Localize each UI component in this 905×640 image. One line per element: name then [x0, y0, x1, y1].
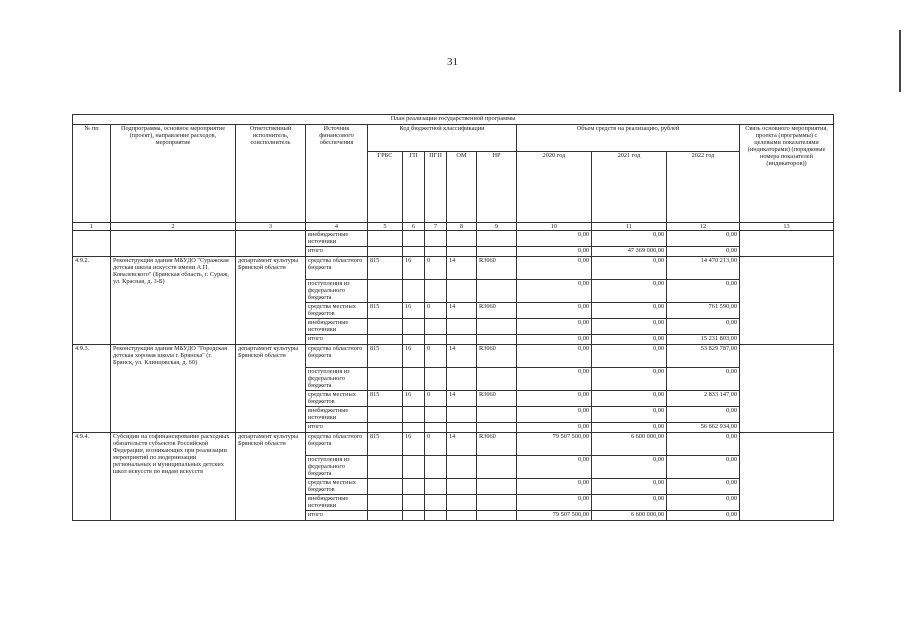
- gp-cell: 16: [403, 257, 425, 280]
- grbs-cell: [368, 479, 403, 495]
- om-cell: 14: [447, 345, 477, 368]
- col-number: 9: [477, 223, 517, 231]
- table-row: [73, 231, 834, 247]
- source-label: поступления из федерального бюджета: [306, 456, 368, 479]
- gp-cell: [403, 479, 425, 495]
- value-cell: 0,00: [667, 231, 740, 247]
- source-label: внебюджетные источники: [306, 495, 368, 511]
- col-number: 7: [425, 223, 447, 231]
- header-link: Связь основного мероприятия, проекта (программы) с целевыми показателями (индикаторами) (порядковые номера показателей (индикаторов)): [740, 125, 834, 223]
- source-label: средства местных бюджетов: [306, 391, 368, 407]
- header-volume: Объем средств на реализацию, рублей: [517, 125, 740, 152]
- value-cell: 0,00: [592, 319, 667, 335]
- col-number: 10: [517, 223, 592, 231]
- value-cell: 0,00: [592, 456, 667, 479]
- col-number: 4: [306, 223, 368, 231]
- om-cell: 14: [447, 303, 477, 319]
- header-pgp: ПГП: [425, 152, 447, 223]
- om-cell: [447, 479, 477, 495]
- value-cell: 0,00: [667, 368, 740, 391]
- source-label: средства областного бюджета: [306, 433, 368, 456]
- table-row: [73, 433, 834, 456]
- gp-cell: 16: [403, 303, 425, 319]
- value-cell: 0,00: [592, 423, 667, 433]
- source-label: средства местных бюджетов: [306, 479, 368, 495]
- value-cell: 0,00: [517, 231, 592, 247]
- header-grbs: ГРБС: [368, 152, 403, 223]
- source-label: итого: [306, 247, 368, 257]
- value-cell: 6 600 000,00: [592, 511, 667, 521]
- value-cell: 0,00: [592, 407, 667, 423]
- source-label: средства областного бюджета: [306, 257, 368, 280]
- page-number: 31: [447, 56, 458, 68]
- source-label: средства местных бюджетов: [306, 303, 368, 319]
- value-cell: 0,00: [592, 303, 667, 319]
- source-label: поступления из федерального бюджета: [306, 280, 368, 303]
- col-number: 13: [740, 223, 834, 231]
- value-cell: 0,00: [592, 257, 667, 280]
- value-cell: 0,00: [667, 495, 740, 511]
- value-cell: 0,00: [517, 456, 592, 479]
- program-plan-table: [72, 114, 834, 521]
- value-cell: 79 507 500,00: [517, 511, 592, 521]
- value-cell: 0,00: [592, 495, 667, 511]
- gp-cell: 16: [403, 345, 425, 368]
- col-number: 5: [368, 223, 403, 231]
- item-name: Реконструкция здания МБУДО "Городская детская хоровая школа г. Брянска" (г. Брянск, ул. Клинцовская, д. 60): [111, 345, 236, 433]
- grbs-cell: 815: [368, 345, 403, 368]
- col-number: 6: [403, 223, 425, 231]
- header-year-2021: 2021 год: [592, 152, 667, 223]
- pgp-cell: 0: [425, 433, 447, 456]
- value-cell: 0,00: [517, 335, 592, 345]
- source-label: итого: [306, 511, 368, 521]
- grbs-cell: 815: [368, 433, 403, 456]
- value-cell: 0,00: [517, 247, 592, 257]
- value-cell: 79 507 500,00: [517, 433, 592, 456]
- pgp-cell: 0: [425, 345, 447, 368]
- source-label: средства областного бюджета: [306, 345, 368, 368]
- value-cell: 0,00: [667, 433, 740, 456]
- header-num: № пп: [73, 125, 111, 223]
- pgp-cell: 0: [425, 257, 447, 280]
- nr-cell: R3060: [477, 391, 517, 407]
- value-cell: 0,00: [517, 257, 592, 280]
- source-label: внебюджетные источники: [306, 407, 368, 423]
- source-label: итого: [306, 335, 368, 345]
- om-cell: 14: [447, 433, 477, 456]
- om-cell: 14: [447, 391, 477, 407]
- value-cell: 15 231 803,00: [667, 335, 740, 345]
- source-label: итого: [306, 423, 368, 433]
- value-cell: 14 470 213,00: [667, 257, 740, 280]
- value-cell: 0,00: [592, 335, 667, 345]
- item-number: 4.9.4.: [73, 433, 111, 521]
- header-year-2022: 2022 год: [667, 152, 740, 223]
- item-number: 4.9.3.: [73, 345, 111, 433]
- header-executor: Ответственный исполнитель, соисполнитель: [236, 125, 306, 223]
- item-executor: департамент культуры Брянской области: [236, 257, 306, 345]
- header-source: Источник финансового обеспечения: [306, 125, 368, 223]
- nr-cell: R3060: [477, 303, 517, 319]
- pgp-cell: [425, 479, 447, 495]
- header-gp: ГП: [403, 152, 425, 223]
- col-number: 1: [73, 223, 111, 231]
- value-cell: 0,00: [592, 368, 667, 391]
- value-cell: 0,00: [517, 391, 592, 407]
- value-cell: 0,00: [667, 479, 740, 495]
- nr-cell: R3060: [477, 433, 517, 456]
- grbs-cell: 815: [368, 391, 403, 407]
- value-cell: 0,00: [517, 495, 592, 511]
- header-budget-code: Код бюджетной классификации: [368, 125, 517, 152]
- value-cell: 53 829 787,00: [667, 345, 740, 368]
- value-cell: 0,00: [592, 231, 667, 247]
- nr-cell: R3060: [477, 345, 517, 368]
- value-cell: 47 369 000,00: [592, 247, 667, 257]
- value-cell: 0,00: [592, 345, 667, 368]
- table-title: План реализации государственной программы: [73, 115, 834, 125]
- col-number: 11: [592, 223, 667, 231]
- value-cell: 0,00: [517, 319, 592, 335]
- nr-cell: [477, 479, 517, 495]
- item-number: 4.9.2.: [73, 257, 111, 345]
- value-cell: 0,00: [592, 479, 667, 495]
- header-subprogram: Подпрограмма, основное мероприятие (проект), направление расходов, мероприятие: [111, 125, 236, 223]
- table-row: [73, 345, 834, 368]
- value-cell: 0,00: [667, 319, 740, 335]
- col-number: 3: [236, 223, 306, 231]
- value-cell: 0,00: [517, 280, 592, 303]
- item-name: Реконструкция здания МБУДО "Суражская детская школа искусств имени А.П. Ковалевского" (Брянская область, г. Сураж, ул. Красная, д. 3-Б): [111, 257, 236, 345]
- value-cell: 56 662 934,00: [667, 423, 740, 433]
- value-cell: 0,00: [592, 391, 667, 407]
- value-cell: 0,00: [667, 280, 740, 303]
- source-label: внебюджетные источники: [306, 319, 368, 335]
- table-row: [73, 257, 834, 280]
- value-cell: 0,00: [667, 247, 740, 257]
- gp-cell: 16: [403, 433, 425, 456]
- item-executor: департамент культуры Брянской области: [236, 433, 306, 521]
- nr-cell: R3060: [477, 257, 517, 280]
- grbs-cell: 815: [368, 257, 403, 280]
- value-cell: 6 600 000,00: [592, 433, 667, 456]
- scan-edge-line: [899, 30, 901, 92]
- header-om: ОМ: [447, 152, 477, 223]
- value-cell: 0,00: [517, 368, 592, 391]
- value-cell: 0,00: [517, 423, 592, 433]
- value-cell: 0,00: [517, 345, 592, 368]
- value-cell: 0,00: [667, 511, 740, 521]
- value-cell: 0,00: [592, 280, 667, 303]
- value-cell: 2 833 147,00: [667, 391, 740, 407]
- value-cell: 0,00: [667, 456, 740, 479]
- value-cell: 0,00: [517, 479, 592, 495]
- item-name: Субсидии на софинансирование расходных обязательств субъектов Российской Федерации, возникающих при реализации мероприятий по модернизации региональных и муниципальных детских школ искусств по видам искусств: [111, 433, 236, 521]
- item-executor: департамент культуры Брянской области: [236, 345, 306, 433]
- column-numbers-row: [73, 223, 834, 231]
- source-label: поступления из федерального бюджета: [306, 368, 368, 391]
- value-cell: 0,00: [517, 407, 592, 423]
- value-cell: 0,00: [517, 303, 592, 319]
- header-nr: НР: [477, 152, 517, 223]
- value-cell: 761 590,00: [667, 303, 740, 319]
- pgp-cell: 0: [425, 391, 447, 407]
- om-cell: 14: [447, 257, 477, 280]
- col-number: 2: [111, 223, 236, 231]
- header-year-2020: 2020 год: [517, 152, 592, 223]
- col-number: 12: [667, 223, 740, 231]
- value-cell: 0,00: [667, 407, 740, 423]
- pgp-cell: 0: [425, 303, 447, 319]
- grbs-cell: 815: [368, 303, 403, 319]
- source-label: внебюджетные источники: [306, 231, 368, 247]
- col-number: 8: [447, 223, 477, 231]
- gp-cell: 16: [403, 391, 425, 407]
